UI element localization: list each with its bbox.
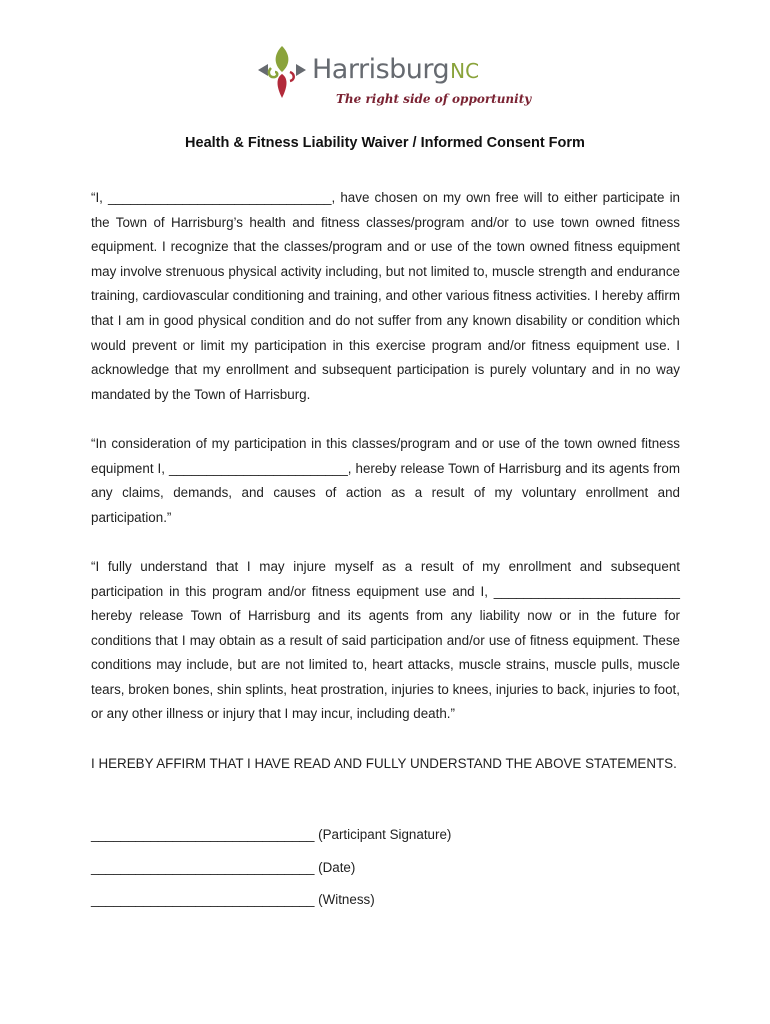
witness-line: ______________________________ (Witness) [91,892,375,907]
harrisburg-logo [256,40,532,116]
participant-signature-line: ______________________________ (Participant Signature) [91,827,452,842]
date-line: ______________________________ (Date) [91,860,356,875]
logo-green-leaf-shape [276,46,289,72]
consent-paragraph: “I, ______________________________, have chosen on my own free will to either participate in the Town of Harrisburg’s health and fitness classes/program and/or to use town owned fitness equipment. I recognize that the classes/program and or use of the town owned fitness equipment may involve strenuous physical activity including, but not limited to, muscle strength and endurance training, cardiovascular conditioning and training, and other various fitness activities. I hereby affirm that I am in good physical condition and do not suffer from any known disability or condition which would prevent or limit my participation in this exercise program and/or fitness equipment use. I acknowledge that my enrollment and subsequent participation is purely voluntary and in no way mandated by the Town of Harrisburg. [91,190,680,402]
injury-release-paragraph: “I fully understand that I may injure myself as a result of my enrollment and subsequent participation in this program and/or fitness equipment use and I, _________________________ hereby release Town of Harrisburg and its agents from any liability now or in the future for conditions that I may obtain as a result of said participation and/or use of fitness equipment. These conditions may include, but are not limited to, heart attacks, muscle strains, muscle pulls, muscle tears, broken bones, shin splints, heat prostration, injuries to knees, injuries to back, injuries to foot, or any other illness or injury that I may incur, including death.” [91,558,680,722]
logo-left-arrow-shape [258,64,268,76]
logo-wordmark [312,54,479,85]
logo-tagline: The right side of opportunity [336,92,532,106]
logo-suffix: NC [450,59,480,83]
form-title: Health & Fitness Liability Waiver / Informed Consent Form [185,135,585,151]
fleur-de-lis-icon [256,44,308,100]
logo-name: Harrisburg [312,54,450,85]
logo-red-drop-shape [278,74,287,98]
form-body [91,186,680,801]
affirmation-paragraph: I HEREBY AFFIRM THAT I HAVE READ AND FULLY UNDERSTAND THE ABOVE STATEMENTS. [91,755,677,771]
logo-red-swirl-shape [290,72,294,81]
logo-right-arrow-shape [296,64,306,76]
release-paragraph: “In consideration of my participation in this classes/program and or use of the town owned fitness equipment I, ________________________, hereby release Town of Harrisburg and its agents from any claims, demands, and causes of action as a result of my voluntary enrollment and participation.” [91,435,680,525]
logo-swirl-shape [269,68,277,77]
